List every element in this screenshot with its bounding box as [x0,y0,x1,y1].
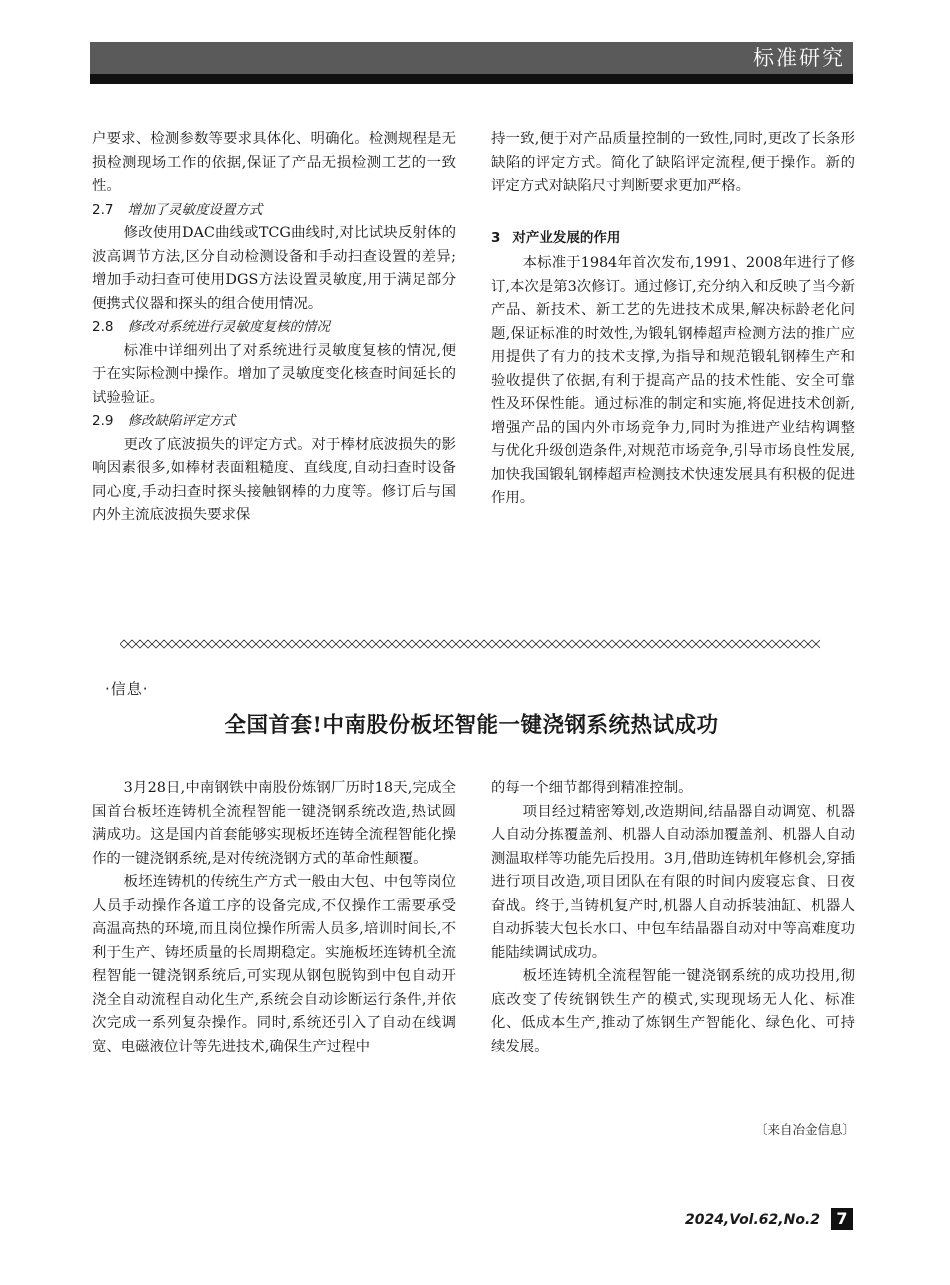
news-paragraph: 的每一个细节都得到精准控制。 [491,780,693,796]
news-paragraph: 板坯连铸机的传统生产方式一般由大包、中包等岗位人员手动操作各道工序的设备完成,不仅操作工需要承受高温高热的环境,而且岗位操作所需人员多,培训时间长,不利于生产、铸坯质量的长周期稳定。实施板坯连铸机全流程智能一键浇钢系统后,可实现从钢包脱钩到中包自动开浇全自动流程自动化生产,系统会自动诊断运行条件,并依次完成一系列复杂操作。同时,系统还引入了自动在线调宽、电磁液位计等先进技术,确保生产过程中 [92,874,456,1055]
news-section-label: ·信息· [105,680,149,698]
subsection-number: 2.9 [92,413,114,429]
continued-paragraph: 户要求、检测参数等要求具体化、明确化。检测规程是无损检测现场工作的依据,保证了产品无损检测工艺的一致性。 [92,131,456,194]
section-3-text: 本标准于1984年首次发布,1991、2008年进行了修订,本次是第3次修订。通过修订,充分纳入和反映了当今新产品、新技术、新工艺的先进技术成果,解决标龄老化问题,保证标准的时效性,为锻轧钢棒超声检测方法的推广应用提供了有力的技术支撑,为指导和规范锻轧钢棒生产和验收提供了依据,有利于提高产品的技术性能、安全可靠性及环保性能。通过标准的制定和实施,将促进技术创新,增强产品的国内外市场竞争力,同时为推进产业结构调整与优化升级创造条件,对规范市场竞争,引导市场良性发展,加快我国锻轧钢棒超声检测技术快速发展具有积极的促进作用。 [491,255,855,506]
section-title: 对产业发展的作用 [512,229,621,246]
journal-info: 2024,Vol.62,No.2 [684,1212,820,1228]
continued-paragraph: 持一致,便于对产品质量控制的一致性,同时,更改了长条形缺陷的评定方式。简化了缺陷评定流程,便于操作。新的评定方式对缺陷尺寸判断要求更加严格。 [491,131,855,194]
subsection-2-7-text: 修改使用DAC曲线或TCG曲线时,对比试块反射体的波高调节方法,区分自动检测设备和手动扫查设置的差异;增加手动扫查可使用DGS方法设置灵敏度,用于满足部分便携式仪器和探头的组合使用情况。 [92,225,456,312]
subsection-2-8-heading [92,316,456,340]
subsection-title: 增加了灵敏度设置方式 [127,201,263,218]
section-title: 标准研究 [753,46,845,70]
news-headline: 全国首套!中南股份板坯智能一键浇钢系统热试成功 [224,713,719,738]
subsection-title: 修改对系统进行灵敏度复核的情况 [127,319,330,335]
section-header-bar [90,42,853,74]
subsection-2-8-text: 标准中详细列出了对系统进行灵敏度复核的情况,便于在实际检测中操作。增加了灵敏度变化核查时间延长的试验验证。 [92,342,456,406]
subsection-number: 2.7 [92,201,114,218]
news-right-column [491,777,855,1059]
subsection-title: 修改缺陷评定方式 [127,413,236,429]
news-paragraph: 板坯连铸机全流程智能一键浇钢系统的成功投用,彻底改变了传统钢铁生产的模式,实现现场无人化、标准化、低成本生产,推动了炼钢生产智能化、绿色化、可持续发展。 [491,968,855,1055]
news-paragraph: 3月28日,中南钢铁中南股份炼钢厂历时18天,完成全国首台板坯连铸机全流程智能一键浇钢系统改造,热试圆满成功。这是国内首套能够实现板坯连铸全流程智能化操作的一键浇钢系统,是对传统浇钢方式的革命性颠覆。 [92,780,456,867]
page-number: 7 [831,1208,853,1230]
subsection-number: 2.8 [92,319,114,335]
news-paragraph: 项目经过精密筹划,改造期间,结晶器自动调宽、机器人自动分拣覆盖剂、机器人自动添加覆盖剂、机器人自动测温取样等功能先后投用。3月,借助连铸机年修机会,穿插进行项目改造,项目团队在有限的时间内废寝忘食、日夜奋战。终于,当铸机复产时,机器人自动拆装油缸、机器人自动拆装大包长水口、中包车结晶器自动对中等高难度功能陆续调试成功。 [491,803,855,961]
section-number: 3 [491,229,501,246]
subsection-2-7-heading [92,199,456,223]
section-3-heading [491,227,855,251]
news-left-column [92,777,456,1059]
news-source: 〔来自冶金信息〕 [754,1122,855,1137]
subsection-2-9-heading [92,410,456,434]
subsection-2-9-text: 更改了底波损失的评定方式。对于棒材底波损失的影响因素很多,如棒材表面粗糙度、直线度,自动扫查时设备同心度,手动扫查时探头接触钢棒的力度等。修订后与国内外主流底波损失要求保 [92,436,456,523]
diamond-divider [120,638,820,650]
upper-right-column [491,128,855,511]
header-underline [90,74,853,84]
upper-left-column [92,128,456,528]
